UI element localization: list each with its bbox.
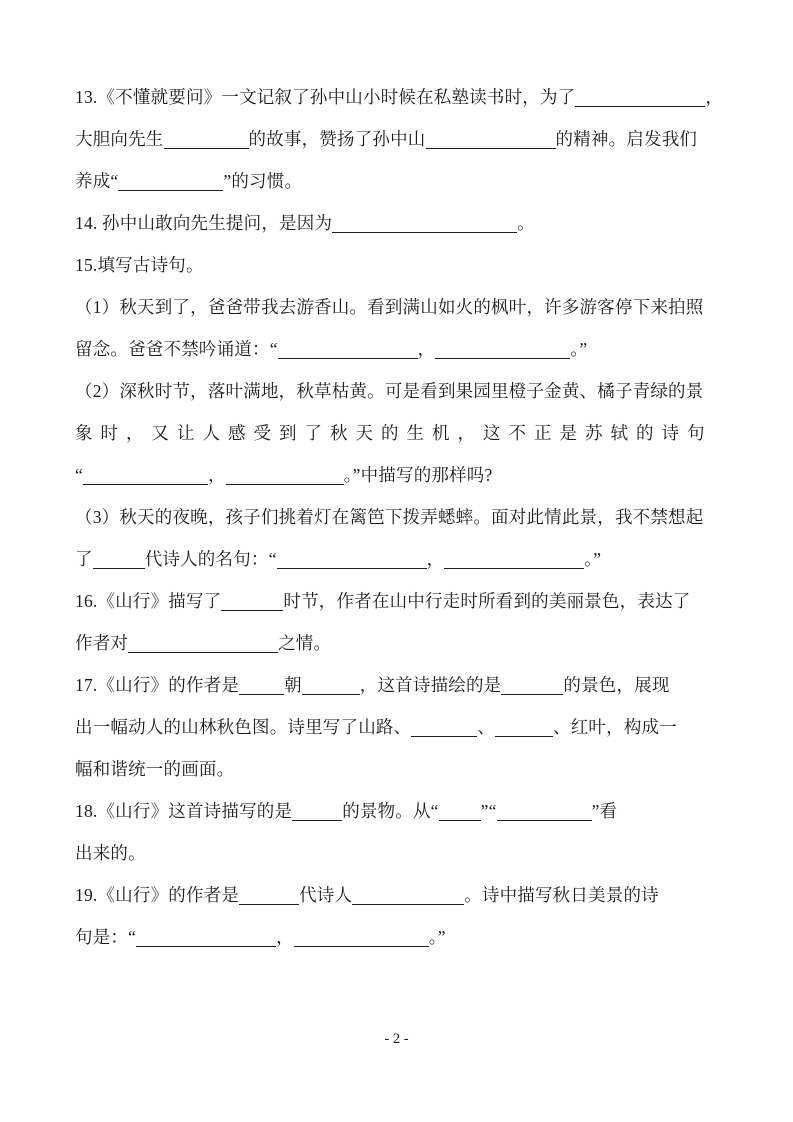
fill-in-blank	[497, 806, 592, 821]
question-text: ，	[417, 339, 436, 359]
fill-in-blank	[164, 134, 249, 149]
fill-in-blank	[292, 806, 342, 821]
question-text: 句是：“	[75, 927, 137, 947]
question-text: 18.《山行》这首诗描写的是	[75, 801, 293, 821]
question-text: ，	[207, 465, 226, 485]
question-13-line-2	[75, 118, 723, 160]
question-text: 幅和谐统一的画面。	[75, 759, 235, 779]
question-text: 13.《不懂就要问》一文记叙了孙中山小时候在私塾读书时，为了	[75, 87, 576, 107]
question-text: 出一幅动人的山林秋色图。诗里写了山路、	[75, 717, 412, 737]
question-13-line-1	[75, 76, 723, 118]
question-15-item-3-line-1	[75, 496, 723, 538]
question-15-item-2-line-1	[75, 370, 723, 412]
fill-in-blank	[239, 680, 284, 695]
question-text: 留念。爸爸不禁吟诵道：“	[75, 339, 278, 359]
question-text: 时节，作者在山中行走时所看到的美丽景色，表达了	[283, 591, 691, 611]
question-text: 代诗人的名句：“	[144, 549, 277, 569]
question-text: 的故事，赞扬了孙中山	[248, 129, 426, 149]
question-18-line-1	[75, 790, 723, 832]
question-15-item-1-line-1	[75, 286, 723, 328]
fill-in-blank	[426, 134, 556, 149]
question-text: 大胆向先生	[75, 129, 164, 149]
page-number: - 2 -	[384, 1031, 409, 1047]
question-text: ，	[276, 927, 294, 947]
question-16-line-2	[75, 622, 723, 664]
question-15-item-2-line-3	[75, 454, 723, 496]
question-text: 养成“	[75, 171, 119, 191]
question-text: 。”	[570, 339, 588, 359]
question-text: 之情。	[278, 633, 332, 653]
fill-in-blank	[501, 680, 563, 695]
fill-in-blank	[93, 554, 145, 569]
question-text: （3）秋天的夜晚，孩子们挑着灯在篱笆下拨弄蟋蟀。面对此情此景，我不禁想起	[75, 507, 704, 527]
question-text: ”看	[591, 801, 618, 821]
fill-in-blank	[575, 92, 705, 107]
question-text: 的景色，展现	[563, 675, 670, 695]
question-text: ”的习惯。	[223, 171, 303, 191]
fill-in-blank	[277, 554, 427, 569]
question-text: “	[75, 465, 83, 485]
question-15-item-3-line-2	[75, 538, 723, 580]
question-text: 。	[517, 213, 535, 233]
worksheet-body	[75, 76, 723, 958]
question-15-item-1-line-2	[75, 328, 723, 370]
question-17-line-1	[75, 664, 723, 706]
question-text: 的精神。启发我们	[555, 129, 698, 149]
question-text: 代诗人	[299, 885, 353, 905]
question-17-line-2	[75, 706, 723, 748]
question-text: （1）秋天到了，爸爸带我去游香山。看到满山如火的枫叶，许多游客停下来拍照	[75, 297, 704, 317]
question-text: 作者对	[75, 633, 129, 653]
fill-in-blank	[302, 680, 360, 695]
question-text: 象时，又让人感受到了秋天的生机，这不正是苏轼的诗句	[75, 423, 713, 443]
question-text: 19.《山行》的作者是	[75, 885, 240, 905]
question-text: ，	[426, 549, 445, 569]
fill-in-blank	[128, 638, 278, 653]
question-text: ，这首诗描绘的是	[359, 675, 502, 695]
question-text: 了	[75, 549, 93, 569]
fill-in-blank	[444, 554, 584, 569]
fill-in-blank	[83, 470, 208, 485]
fill-in-blank	[239, 890, 299, 905]
fill-in-blank	[136, 932, 276, 947]
fill-in-blank	[226, 470, 344, 485]
question-text: 、红叶，构成一	[553, 717, 677, 737]
question-text: 出来的。	[75, 843, 146, 863]
question-text: （2）深秋时节，落叶满地，秋草枯黄。可是看到果园里橙子金黄、橘子青绿的景	[75, 381, 704, 401]
fill-in-blank	[118, 176, 223, 191]
question-text: 朝	[284, 675, 302, 695]
question-15-header-line-1	[75, 244, 723, 286]
fill-in-blank	[221, 596, 283, 611]
question-text: 14. 孙中山敢向先生提问，是因为	[75, 213, 333, 233]
fill-in-blank	[278, 344, 418, 359]
question-text: 17.《山行》的作者是	[75, 675, 240, 695]
fill-in-blank	[294, 932, 429, 947]
question-16-line-1	[75, 580, 723, 622]
question-14-line-1	[75, 202, 723, 244]
question-text: 15.填写古诗句。	[75, 255, 204, 275]
question-15-item-2-line-2	[75, 412, 723, 454]
question-19-line-2	[75, 916, 723, 958]
question-text: 。诗中描写秋日美景的诗	[464, 885, 659, 905]
fill-in-blank	[411, 722, 477, 737]
question-text: 。”	[428, 927, 446, 947]
question-17-line-3	[75, 748, 723, 790]
fill-in-blank	[352, 890, 464, 905]
fill-in-blank	[495, 722, 553, 737]
question-text: 的景物。从“	[342, 801, 439, 821]
question-18-line-2	[75, 832, 723, 874]
question-text: ”“	[480, 801, 497, 821]
fill-in-blank	[332, 218, 517, 233]
question-text: 。”中描写的那样吗?	[343, 465, 493, 485]
question-text: ，	[705, 87, 724, 107]
question-text: 、	[477, 717, 496, 737]
question-text: 。”	[584, 549, 602, 569]
question-text: 16.《山行》描写了	[75, 591, 222, 611]
fill-in-blank	[435, 344, 570, 359]
question-13-line-3	[75, 160, 723, 202]
question-19-line-1	[75, 874, 723, 916]
fill-in-blank	[439, 806, 481, 821]
